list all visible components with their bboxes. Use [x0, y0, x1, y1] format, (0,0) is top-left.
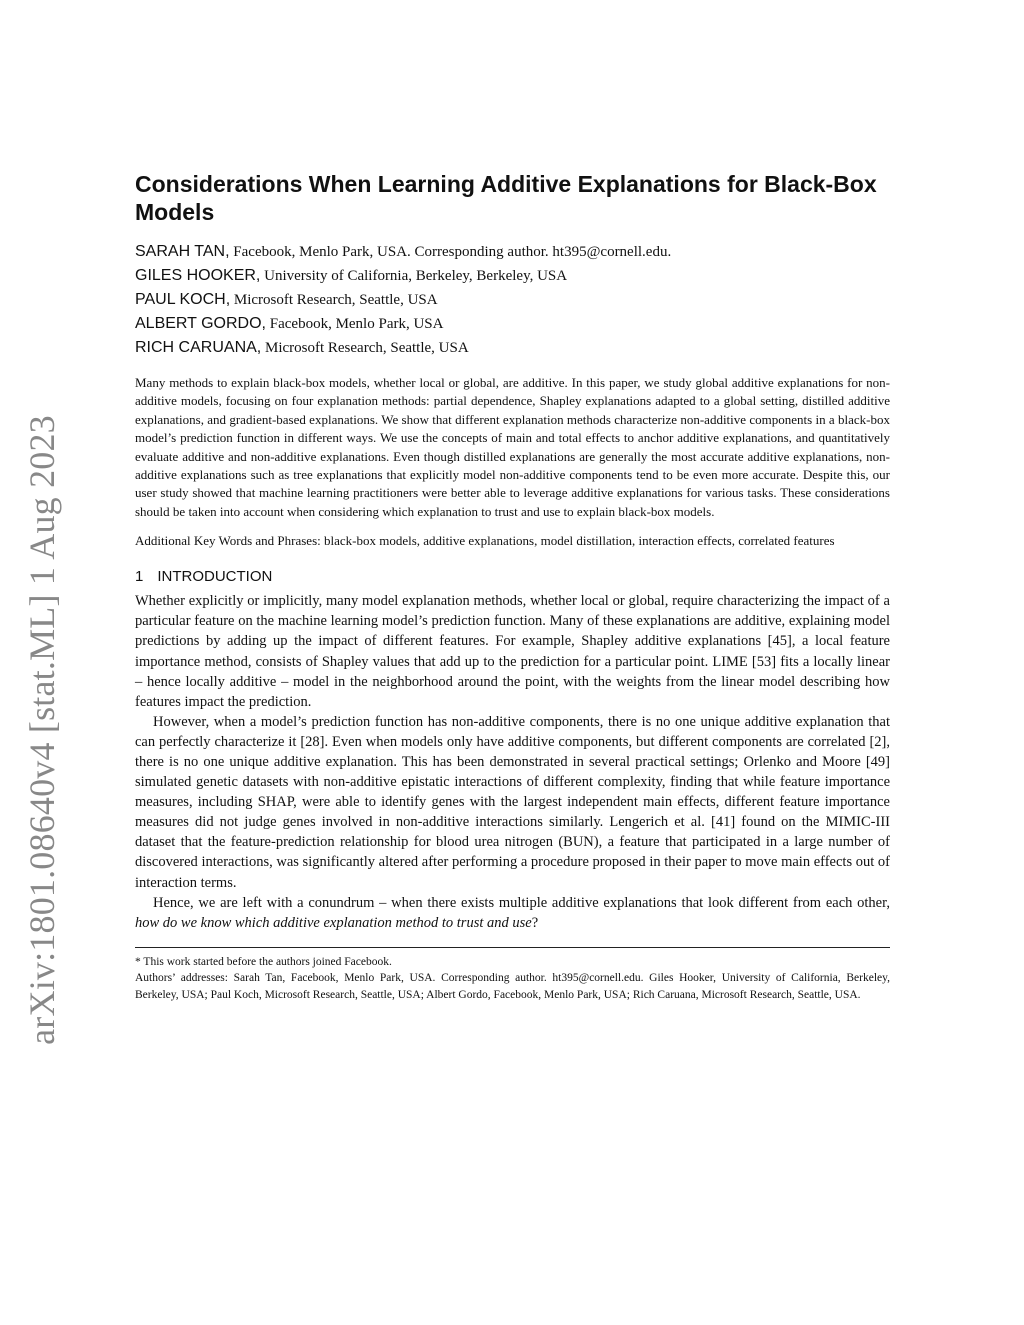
- section-heading-introduction: [135, 567, 890, 587]
- paper-page: [135, 170, 890, 1003]
- footnote: * This work started before the authors joined Facebook.: [135, 955, 392, 968]
- body-paragraph: However, when a model’s prediction function has non-additive components, there is no one unique additive explanation that can perfectly characterize it [28]. Even when models only have additive components, but different components are correlated [2], there is no one unique additive explanation. This has been demonstrated in several practical settings; Orlenko and Moore [49] simulated genetic datasets with non-additive epistatic interactions of different complexity, finding that while feature importance measures, including SHAP, were able to identify genes with the largest independent main effects, different feature importance measures did not judge genes involved in non-additive interactions similarly. Lengerich et al. [41] found on the MIMIC-III dataset that the feature-prediction relationship for blood urea nitrogen (BUN), a feature that participated in a large number of discovered interactions, was significantly altered after performing a procedure proposed in their paper to move main effects out of interaction terms.: [135, 713, 890, 891]
- author-affiliation: Facebook, Menlo Park, USA. Corresponding author. ht395@cornell.edu.: [229, 244, 672, 260]
- body-paragraph: [135, 893, 890, 933]
- paragraph-lead: Hence, we are left with a conundrum – when there exists multiple additive explanations that look different from each other,: [153, 894, 890, 911]
- footnote-authors-addresses: Authors’ addresses: Sarah Tan, Facebook, Menlo Park, USA. Corresponding author. ht395@cornell.edu. Giles Hooker, University of California, Berkeley, Berkeley, USA; Paul Koch, Microsoft Research, Seattle, USA; Albert Gordo, Facebook, Menlo Park, USA; Rich Caruana, Microsoft Research, Seattle, USA.: [135, 972, 890, 1001]
- section-title: INTRODUCTION: [157, 568, 273, 586]
- author-name: RICH CARUANA,: [135, 339, 262, 356]
- author-affiliation: University of California, Berkeley, Berkeley, USA: [260, 268, 568, 284]
- author-list: [135, 240, 890, 360]
- author-affiliation: Microsoft Research, Seattle, USA: [230, 292, 438, 308]
- author-affiliation: Facebook, Menlo Park, USA: [266, 316, 444, 332]
- author-entry: [135, 240, 890, 264]
- section-number: 1: [135, 568, 144, 586]
- author-entry: [135, 264, 890, 288]
- author-name: SARAH TAN,: [135, 243, 230, 260]
- author-name: GILES HOOKER,: [135, 267, 261, 284]
- research-question: how do we know which additive explanation method to trust and use: [135, 914, 532, 931]
- arxiv-identifier-sidebar: [14, 230, 70, 1230]
- author-name: ALBERT GORDO,: [135, 315, 266, 332]
- footnote-divider: [135, 947, 890, 948]
- abstract: Many methods to explain black-box models, whether local or global, are additive. In this paper, we study global additive explanations for non-additive models, focusing on four explanation methods: partial dependence, Shapley explanations adapted to a global setting, distilled additive explanations, and gradient-based explanations. We show that different explanation methods characterize non-additive components in a black-box model’s prediction function in different ways. We use the concepts of main and total effects to anchor additive explanations, and quantitatively evaluate additive and non-additive explanations. Even though distilled explanations are generally the most accurate additive explanations, non-additive explanations such as tree explanations that explicitly model non-additive components tend to be even more accurate. Despite this, our user study showed that machine learning practitioners were better able to leverage additive explanations for various tasks. These considerations should be taken into account when considering which explanation to trust and use to explain black-box models.: [135, 375, 890, 519]
- author-entry: [135, 288, 890, 312]
- body-paragraph: Whether explicitly or implicitly, many model explanation methods, whether local or global, require characterizing the impact of a particular feature on the machine learning model’s prediction function. Many of these explanations are additive, explaining model predictions by adding up the impact of different features. For example, Shapley additive explanations [45], a local feature importance method, consists of Shapley values that add up to the prediction for a particular point. LIME [53] fits a locally linear – hence locally additive – model in the neighborhood around the point, with the weights from the linear model describing how features impact the prediction.: [135, 593, 890, 710]
- author-affiliation: Microsoft Research, Seattle, USA: [261, 340, 469, 356]
- author-entry: [135, 312, 890, 336]
- paper-title: Considerations When Learning Additive Explanations for Black-Box Models: [135, 171, 877, 225]
- paragraph-tail: ?: [531, 914, 539, 931]
- arxiv-identifier: arXiv:1801.08640v4 [stat.ML] 1 Aug 2023: [22, 415, 62, 1045]
- keywords: Additional Key Words and Phrases: black-box models, additive explanations, model distillation, interaction effects, correlated features: [135, 533, 835, 549]
- author-name: PAUL KOCH,: [135, 291, 231, 308]
- author-entry: [135, 336, 890, 360]
